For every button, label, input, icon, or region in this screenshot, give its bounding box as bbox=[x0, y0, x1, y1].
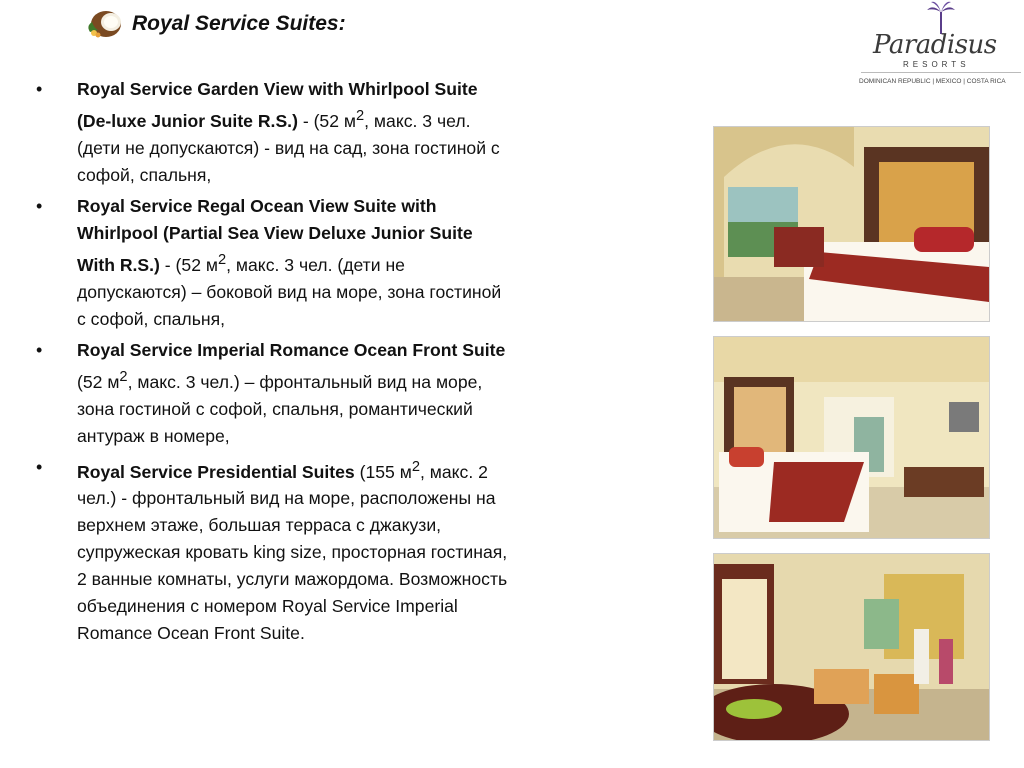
superscript: 2 bbox=[356, 108, 365, 124]
suite-photo-ocean-view bbox=[713, 336, 990, 539]
suite-name: Royal Service Imperial Romance Ocean Front Suite bbox=[77, 339, 506, 360]
suite-area: - (52 м bbox=[297, 110, 356, 131]
list-item bbox=[30, 454, 510, 648]
suite-photo-presidential bbox=[713, 553, 990, 741]
logo-countries: DOMINICAN REPUBLIC | MEXICO | COSTA RICA bbox=[859, 78, 1006, 85]
logo-subtitle: RESORTS bbox=[903, 60, 970, 69]
suite-name: Royal Service Presidential Suites bbox=[77, 461, 355, 482]
suite-name: Royal Service Regal Ocean View Suite with Whirlpool (Partial Sea View Deluxe Junior Suite With R.S.) bbox=[77, 195, 473, 275]
bullet-icon: • bbox=[36, 456, 43, 477]
list-item bbox=[30, 193, 510, 333]
suite-description: , макс. 3 чел.(дети не допускаются) - вид на сад, зона гостиной с софой, спальня, bbox=[77, 110, 500, 185]
suite-description: , макс. 3 чел. (дети не допускаются) – боковой вид на море, зона гостиной с софой, спальня, bbox=[77, 254, 502, 329]
title-area bbox=[84, 2, 346, 42]
superscript: 2 bbox=[119, 368, 128, 385]
coconut-icon bbox=[84, 2, 128, 42]
suite-photo-garden-view bbox=[713, 126, 990, 322]
suite-area: (155 м bbox=[354, 461, 412, 482]
bullet-icon: • bbox=[36, 339, 43, 360]
suite-description: , макс. 3 чел.) – фронтальный вид на море, зона гостиной с софой, спальня, романтический антураж в номере, bbox=[77, 371, 483, 446]
page-title: Royal Service Suites: bbox=[132, 12, 346, 35]
suite-description: , макс. 2 чел.) - фронтальный вид на море, расположены на верхнем этаже, большая терраса с джакузи, супружеская кровать king size, просторная гостиная, 2 ванные комнаты, услуги мажордома. Возможность объединения с номером Royal Service Imperial Romance Ocean Front Suite. bbox=[77, 461, 508, 644]
bullet-icon: • bbox=[36, 195, 43, 216]
paradisus-logo bbox=[855, 0, 1024, 96]
logo-brand: Paradisus bbox=[873, 30, 997, 60]
suite-name: Royal Service Garden View with Whirlpool Suite (De-luxe Junior Suite R.S.) bbox=[77, 79, 478, 131]
suite-area: - (52 м bbox=[159, 254, 218, 275]
bullet-icon: • bbox=[36, 79, 43, 99]
superscript: 2 bbox=[217, 251, 227, 268]
superscript: 2 bbox=[411, 458, 420, 475]
list-item bbox=[30, 337, 510, 450]
list-item bbox=[30, 76, 510, 189]
suite-area: (52 м bbox=[77, 371, 120, 392]
suite-list bbox=[30, 76, 510, 651]
logo-divider bbox=[861, 72, 1021, 73]
